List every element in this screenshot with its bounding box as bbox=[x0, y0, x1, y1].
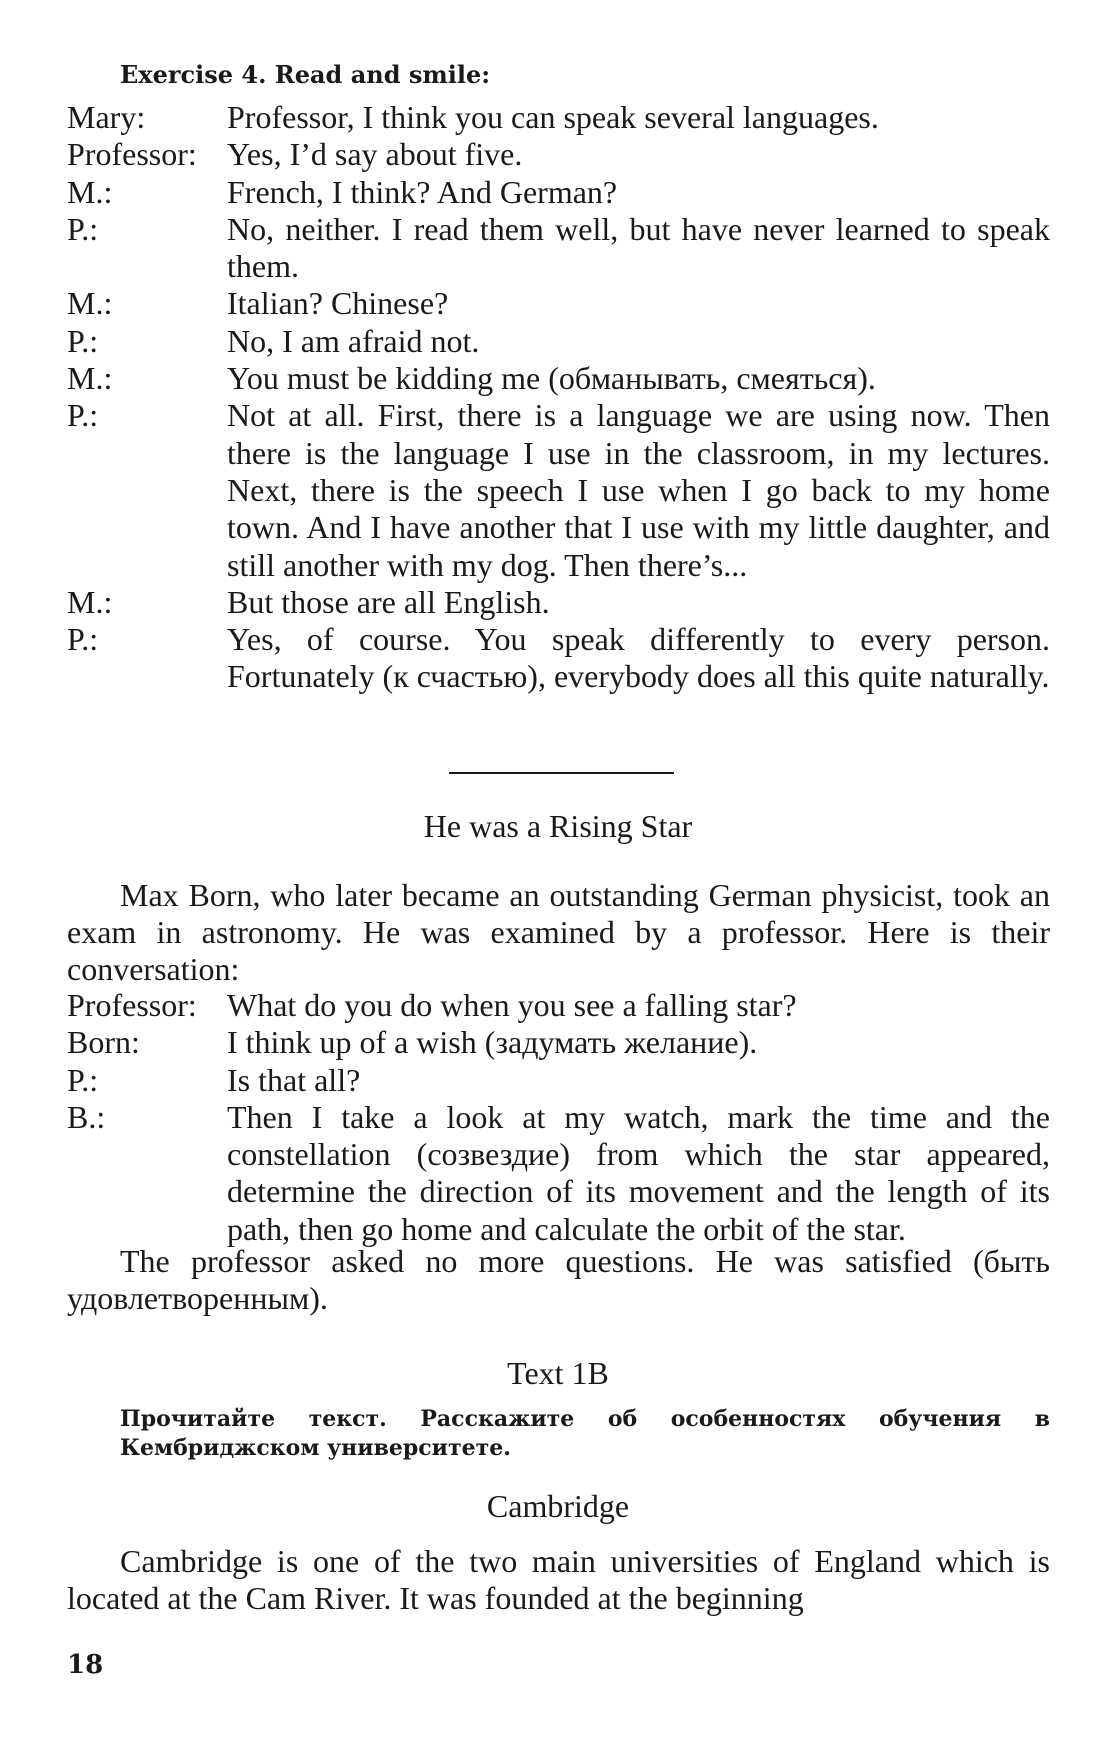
speech-text: Then I take a look at my watch, mark the time and the constellation (созвездие) from which the star appeared, determine the direction of its movement and the length of its path, then go home and calculate the orbit of the star. bbox=[227, 1098, 1050, 1247]
dialogue-line bbox=[67, 1024, 1050, 1061]
exercise-heading: Exercise 4. Read and smile: bbox=[120, 60, 491, 89]
speaker-label: P.: bbox=[67, 397, 99, 434]
speaker-label: P.: bbox=[67, 1061, 99, 1098]
dialogue-professor-born bbox=[67, 987, 1050, 1248]
dialogue-line bbox=[67, 1099, 1050, 1248]
speech-text: Not at all. First, there is a language we are using now. Then there is the language I use in the classroom, in my lectures. Next, there is the speech I use when I go back to my home town. And I have another that I use with my little daughter, and still another with my dog. Then there’s... bbox=[227, 397, 1050, 583]
dialogue-line bbox=[67, 99, 1050, 136]
speech-text: But those are all English. bbox=[227, 583, 550, 620]
dialogue-line bbox=[67, 397, 1050, 583]
story-intro: Max Born, who later became an outstanding German physicist, took an exam in astronomy. He was examined by a professor. Here is their conversation: bbox=[67, 877, 1050, 987]
story-title: He was a Rising Star bbox=[423, 808, 693, 844]
speaker-label: P.: bbox=[67, 210, 99, 247]
speech-text: Yes, of course. You speak differently to every person. Fortunately (к счастью), everybody does all this quite naturally. bbox=[227, 621, 1050, 695]
cambridge-paragraph: Cambridge is one of the two main universities of England which is located at the Cam River. It was founded at the beginning bbox=[67, 1543, 1050, 1616]
speaker-label: M.: bbox=[67, 360, 113, 397]
dialogue-line bbox=[67, 285, 1050, 322]
speech-text: Professor, I think you can speak several languages. bbox=[227, 99, 879, 135]
speaker-label: Mary: bbox=[67, 99, 146, 135]
speaker-label: M.: bbox=[67, 173, 113, 210]
text-heading: Text 1B bbox=[507, 1355, 609, 1391]
dialogue-professor-mary bbox=[67, 99, 1050, 696]
speaker-label: M.: bbox=[67, 583, 113, 620]
speaker-label: B.: bbox=[67, 1098, 106, 1135]
speech-text: French, I think? And German? bbox=[227, 173, 618, 210]
speech-text: What do you do when you see a falling star? bbox=[227, 987, 797, 1023]
speech-text: You must be kidding me (обманывать, смеяться). bbox=[227, 360, 876, 397]
page-number: 18 bbox=[67, 1650, 104, 1680]
cambridge-title: Cambridge bbox=[486, 1488, 630, 1524]
instruction: Прочитайте текст. Расскажите об особенностях обучения в Кембриджском университете. bbox=[120, 1406, 1050, 1461]
speech-text: I think up of a wish (задумать желание). bbox=[227, 1024, 758, 1061]
dialogue-line bbox=[67, 987, 1050, 1024]
speech-text: Is that all? bbox=[227, 1061, 361, 1098]
speech-text: No, I am afraid not. bbox=[227, 322, 480, 359]
speaker-label: Professor: bbox=[67, 136, 197, 173]
speech-text: Italian? Chinese? bbox=[227, 285, 449, 322]
speaker-label: Born: bbox=[67, 1024, 140, 1061]
dialogue-line bbox=[67, 323, 1050, 360]
speaker-label: M.: bbox=[67, 285, 113, 322]
dialogue-line bbox=[67, 1062, 1050, 1099]
speech-text: No, neither. I read them well, but have never learned to speak them. bbox=[227, 210, 1050, 285]
speaker-label: P.: bbox=[67, 322, 99, 359]
dialogue-line bbox=[67, 621, 1050, 696]
section-divider bbox=[449, 772, 674, 774]
dialogue-line bbox=[67, 360, 1050, 397]
dialogue-line bbox=[67, 136, 1050, 173]
story-ending: The professor asked no more questions. He was satisfied (быть удовлетворенным). bbox=[67, 1243, 1050, 1316]
speech-text: Yes, I’d say about five. bbox=[227, 136, 523, 173]
dialogue-line bbox=[67, 584, 1050, 621]
speaker-label: Professor: bbox=[67, 987, 197, 1023]
dialogue-line bbox=[67, 174, 1050, 211]
dialogue-line bbox=[67, 211, 1050, 286]
speaker-label: P.: bbox=[67, 621, 99, 658]
